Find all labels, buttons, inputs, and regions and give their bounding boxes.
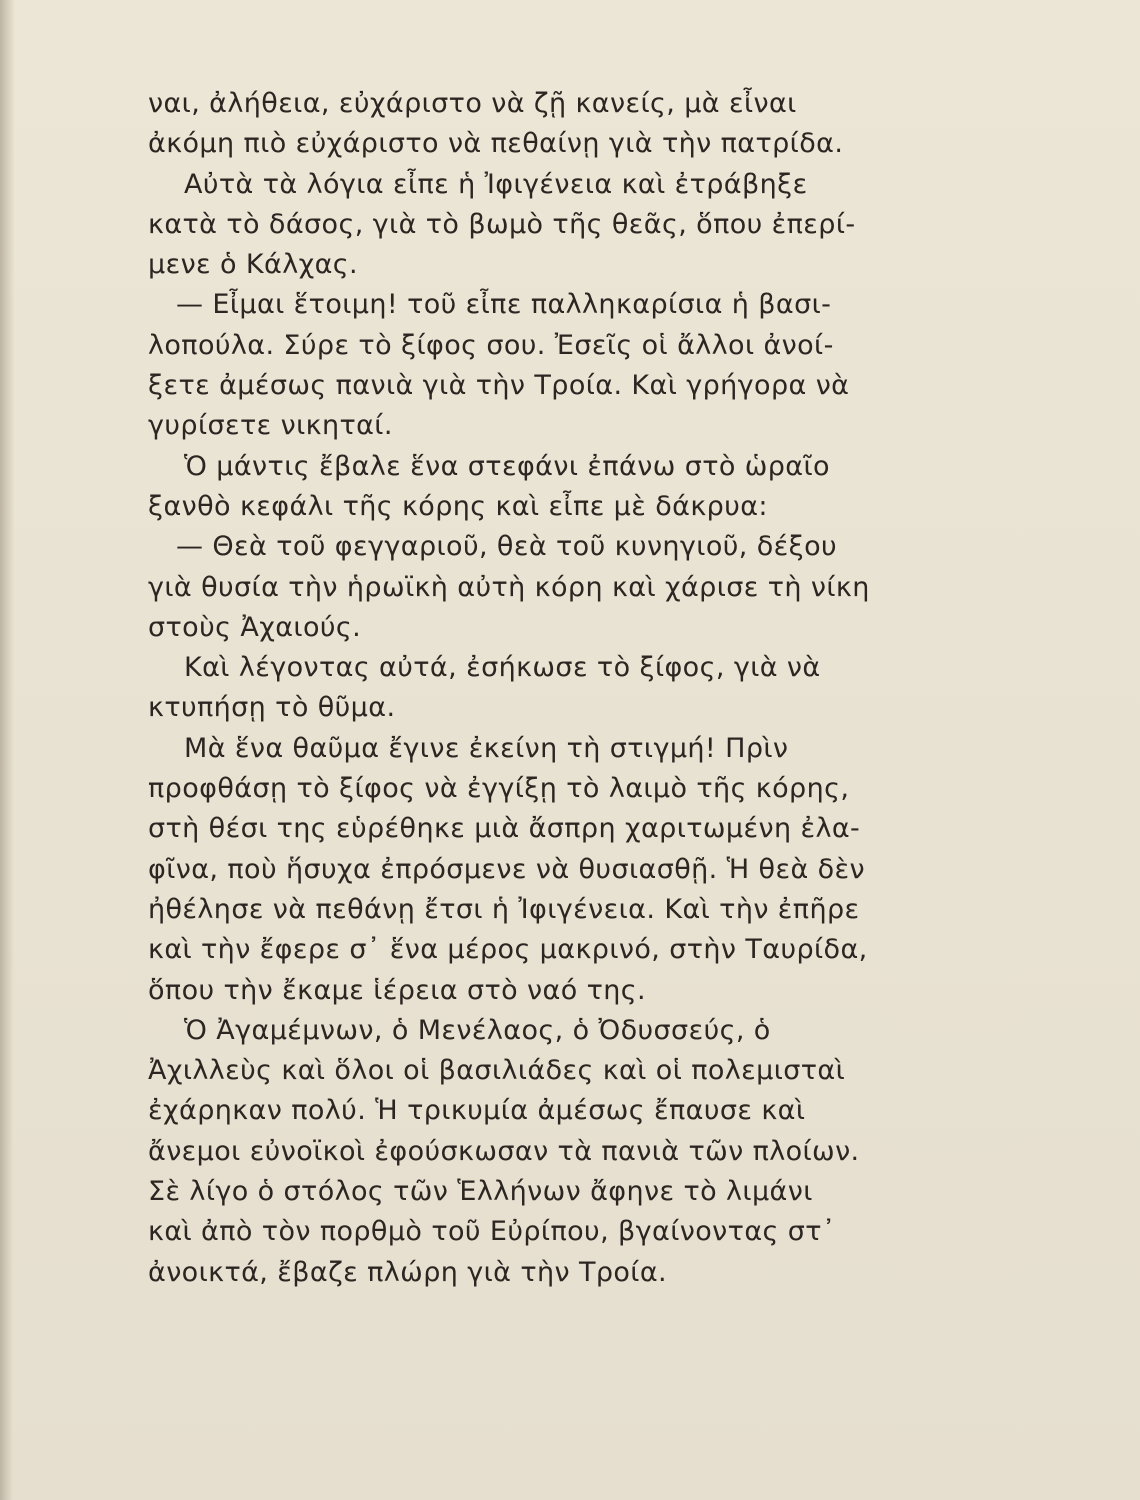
text-line: Ἀχιλλεὺς καὶ ὅλοι οἱ βασιλιάδες καὶ οἱ πολεμισταὶ <box>148 1055 846 1087</box>
text-line: ξανθὸ κεφάλι τῆς κόρης καὶ εἶπε μὲ δάκρυα: <box>148 490 768 522</box>
text-line: ὅπου τὴν ἔκαμε ἱέρεια στὸ ναό της. <box>148 974 647 1006</box>
text-line: ξετε ἀμέσως πανιὰ γιὰ τὴν Τροία. Καὶ γρήγορα νὰ <box>148 370 850 402</box>
text-line: φῖνα, ποὺ ἥσυχα ἐπρόσμενε νὰ θυσιασθῇ. Ἡ θεὰ δὲν <box>148 853 866 885</box>
text-line: λοπούλα. Σύρε τὸ ξίφος σου. Ἐσεῖς οἱ ἄλλοι ἀνοί- <box>148 329 834 361</box>
page-spine-shadow <box>0 0 14 1500</box>
text-line: γυρίσετε νικηταί. <box>148 410 393 442</box>
text-line: Ὁ Ἀγαμέμνων, ὁ Μενέλαος, ὁ Ὀδυσσεύς, ὁ <box>184 1014 771 1046</box>
text-line: μενε ὁ Κάλχας. <box>148 249 359 281</box>
text-line: προφθάσῃ τὸ ξίφος νὰ ἐγγίξῃ τὸ λαιμὸ τῆς κόρης, <box>148 773 850 805</box>
text-line: καὶ τὴν ἔφερε σ᾿ ἕνα μέρος μακρινό, στὴν Ταυρίδα, <box>148 934 868 966</box>
text-line: ἀκόμη πιὸ εὐχάριστο νὰ πεθαίνῃ γιὰ τὴν πατρίδα. <box>148 128 844 160</box>
text-line: στὴ θέσι της εὑρέθηκε μιὰ ἄσπρη χαριτωμένη ἐλα- <box>148 813 861 845</box>
text-line: ἐχάρηκαν πολύ. Ἡ τρικυμία ἀμέσως ἔπαυσε καὶ <box>148 1095 806 1127</box>
text-line: κτυπήσῃ τὸ θῦμα. <box>148 692 396 724</box>
body-text <box>148 84 988 1293</box>
text-line: Καὶ λέγοντας αὐτά, ἐσήκωσε τὸ ξίφος, γιὰ νὰ <box>184 652 821 684</box>
text-line: ἀνοικτά, ἔβαζε πλώρη γιὰ τὴν Τροία. <box>148 1256 668 1288</box>
text-line: ἠθέλησε νὰ πεθάνῃ ἔτσι ἡ Ἰφιγένεια. Καὶ τὴν ἐπῆρε <box>148 893 860 925</box>
text-line: — Θεὰ τοῦ φεγγαριοῦ, θεὰ τοῦ κυνηγιοῦ, δέξου <box>176 531 838 563</box>
text-line: Ὁ μάντις ἔβαλε ἕνα στεφάνι ἐπάνω στὸ ὡραῖο <box>184 450 830 482</box>
text-line: — Εἶμαι ἕτοιμη! τοῦ εἶπε παλληκαρίσια ἡ βασι- <box>176 289 832 321</box>
text-line: Αὐτὰ τὰ λόγια εἶπε ἡ Ἰφιγένεια καὶ ἐτράβηξε <box>184 168 808 200</box>
text-line: κατὰ τὸ δάσος, γιὰ τὸ βωμὸ τῆς θεᾶς, ὅπου ἐπερί- <box>148 208 856 240</box>
text-line: γιὰ θυσία τὴν ἡρωϊκὴ αὐτὴ κόρη καὶ χάρισε τὴ νίκη <box>148 571 870 603</box>
text-line: στοὺς Ἀχαιούς. <box>148 611 362 643</box>
text-line: καὶ ἀπὸ τὸν πορθμὸ τοῦ Εὐρίπου, βγαίνοντας στ᾿ <box>148 1216 836 1248</box>
text-line: ἄνεμοι εὐνοϊκοὶ ἐφούσκωσαν τὰ πανιὰ τῶν πλοίων. <box>148 1135 860 1167</box>
text-line: ναι, ἀλήθεια, εὐχάριστο νὰ ζῇ κανείς, μὰ εἶναι <box>148 88 797 119</box>
text-line: Σὲ λίγο ὁ στόλος τῶν Ἑλλήνων ἄφηνε τὸ λιμάνι <box>148 1176 813 1208</box>
text-line: Μὰ ἕνα θαῦμα ἔγινε ἐκείνη τὴ στιγμή! Πρὶν <box>184 732 789 764</box>
